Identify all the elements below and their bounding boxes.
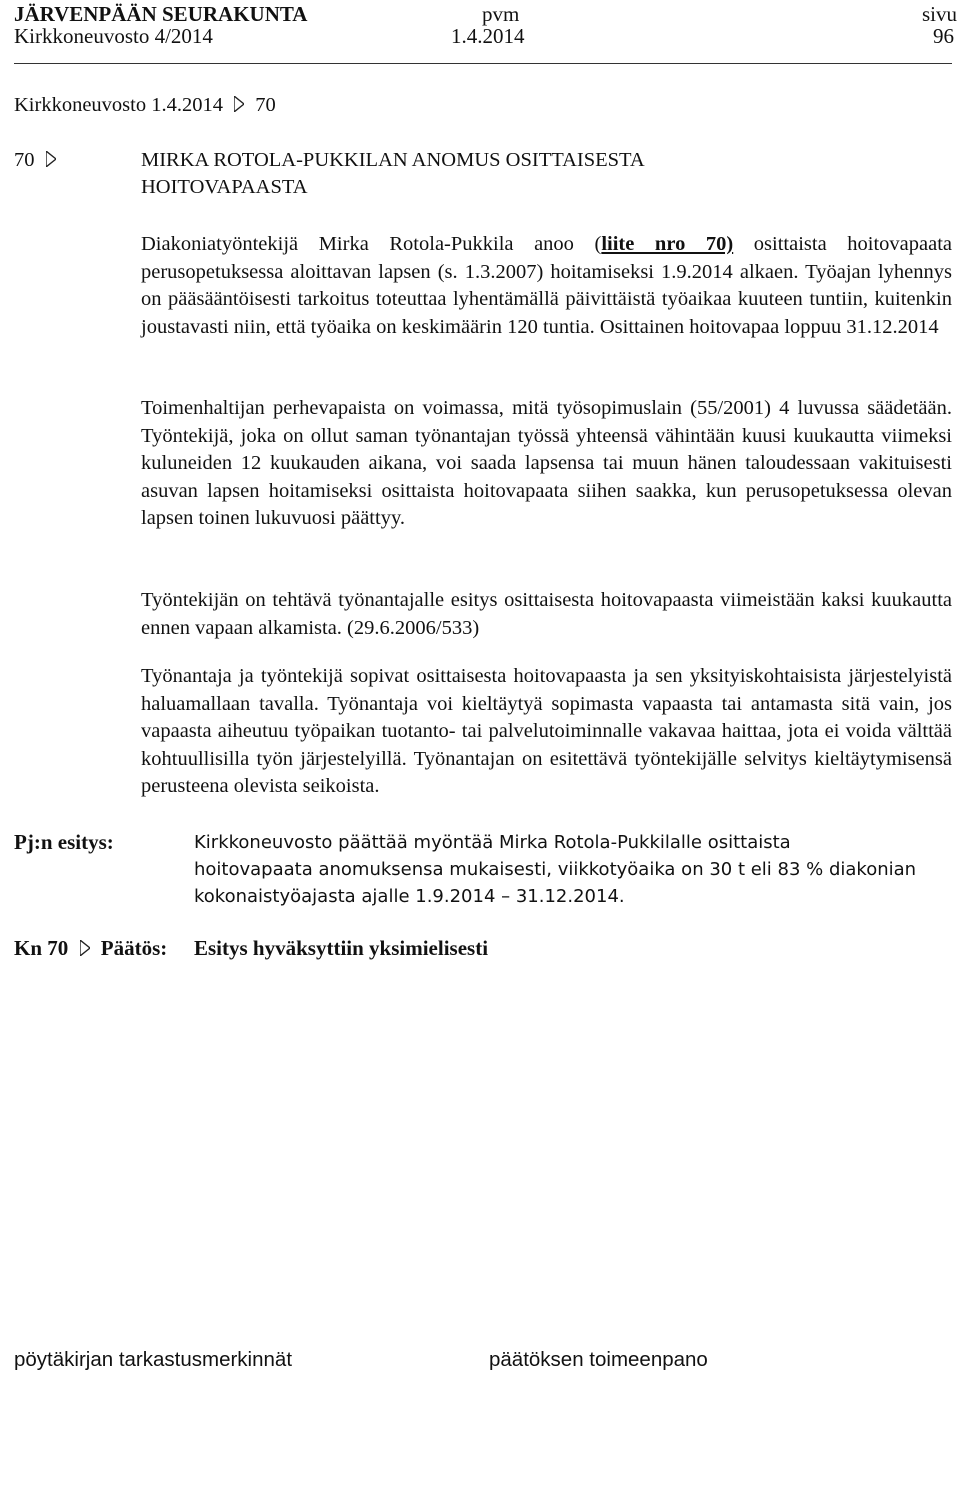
meeting-date: 1.4.2014 xyxy=(451,24,525,48)
decision-label: Päätös: xyxy=(100,936,168,960)
paragraph-notice-text: Työntekijän on tehtävä työnantajalle esitys osittaisesta hoitovapaasta viimeistään kaksi kuukautta ennen vapaan alkamista. (29.6.2006/533) xyxy=(141,589,952,639)
item-title-line-2: HOITOVAPAASTA xyxy=(141,176,308,198)
meeting-reference xyxy=(14,92,276,120)
item-number-row xyxy=(14,147,62,175)
paragraph-law-text: Toimenhaltijan perhevapaista on voimassa, mitä työsopimuslain (55/2001) 4 luvussa säädetään. Työntekijä, joka on ollut saman työnantajan työssä yhteensä vähintään kuusi kuukautta viimeksi kuluneiden 12 kuukauden aikana, voi saada lapsensa tai muun hänen taloudessaan vakituisesti asuvan lapsen hoitamiseksi osittaista hoitovapaata siihen saakka, kun perusopetuksessa olevan lapsen toinen lukuvuosi päättyy. xyxy=(141,397,952,529)
decision-label-row xyxy=(14,935,167,963)
decision-arrow-icon xyxy=(80,940,90,956)
proposal-label: Pj:n esitys: xyxy=(14,830,114,854)
paragraph-application-before: Diakoniatyöntekijä Mirka Rotola-Pukkila anoo ( xyxy=(141,233,602,255)
footer-implementation: päätöksen toimeenpano xyxy=(489,1348,708,1371)
paragraph-application-after: osittaista hoitovapaata perusopetuksessa aloittavan lapsen (s. 1.3.2007) hoitamiseksi 1.9.2014 alkaen. Työajan lyhennys on pääsääntöisesti tarkoitus toteuttaa lyhentämällä päivittäistä työaikaa kuuteen tuntiin, kuitenkin joustavasti niin, että työaika on keskimäärin 120 tuntia. Osittainen hoitovapaa loppuu 31.12.2014 xyxy=(141,233,952,338)
decision-kn: Kn 70 xyxy=(14,936,69,960)
meeting-reference-section: 70 xyxy=(255,94,276,116)
page-number: 96 xyxy=(933,24,954,48)
paragraph-agreement-text: Työnantaja ja työntekijä sopivat osittaisesta hoitovapaasta ja sen yksityiskohtaisista järjestelyistä haluamallaan tavalla. Työnantaja voi kieltäytyä sopimasta vapaasta tai antamasta sitä vain, jos vapaasta aiheutuu työpaikan tuotanto- tai palvelutoiminnalle vakavaa haittaa, jota ei voida välttää kohtuullisilla työn järjestelyillä. Työnantajan on esitettävä työntekijälle selvitys kieltäytymisensä perusteena olevista seikoista. xyxy=(141,665,952,797)
date-label: pvm xyxy=(482,2,520,26)
proposal-line-3: kokonaistyöajasta ajalle 1.9.2014 – 31.12.2014. xyxy=(194,886,625,907)
organization-name: JÄRVENPÄÄN SEURAKUNTA xyxy=(14,2,308,26)
paragraph-application xyxy=(141,231,952,341)
item-number: 70 xyxy=(14,149,35,171)
page-label: sivu xyxy=(922,2,958,26)
proposal-line-1: Kirkkoneuvosto päättää myöntää Mirka Rotola-Pukkilalle osittaista xyxy=(194,832,791,853)
paragraph-agreement xyxy=(141,663,952,801)
item-title-line-1: MIRKA ROTOLA-PUKKILAN ANOMUS OSITTAISESTA xyxy=(141,149,645,171)
item-arrow-icon xyxy=(46,151,56,167)
paragraph-law xyxy=(141,395,952,533)
proposal-line-2: hoitovapaata anomuksensa mukaisesti, viikkotyöaika on 30 t eli 83 % diakonian xyxy=(194,859,917,880)
decision-text: Esitys hyväksyttiin yksimielisesti xyxy=(194,936,489,960)
section-arrow-icon xyxy=(234,96,244,112)
meeting-name: Kirkkoneuvosto 4/2014 xyxy=(14,24,213,48)
meeting-reference-text: Kirkkoneuvosto 1.4.2014 xyxy=(14,94,223,116)
header-rule xyxy=(14,63,952,64)
attachment-link[interactable]: liite nro 70) xyxy=(601,233,734,255)
footer-review-marks: pöytäkirjan tarkastusmerkinnät xyxy=(14,1348,293,1371)
paragraph-notice xyxy=(141,587,952,642)
